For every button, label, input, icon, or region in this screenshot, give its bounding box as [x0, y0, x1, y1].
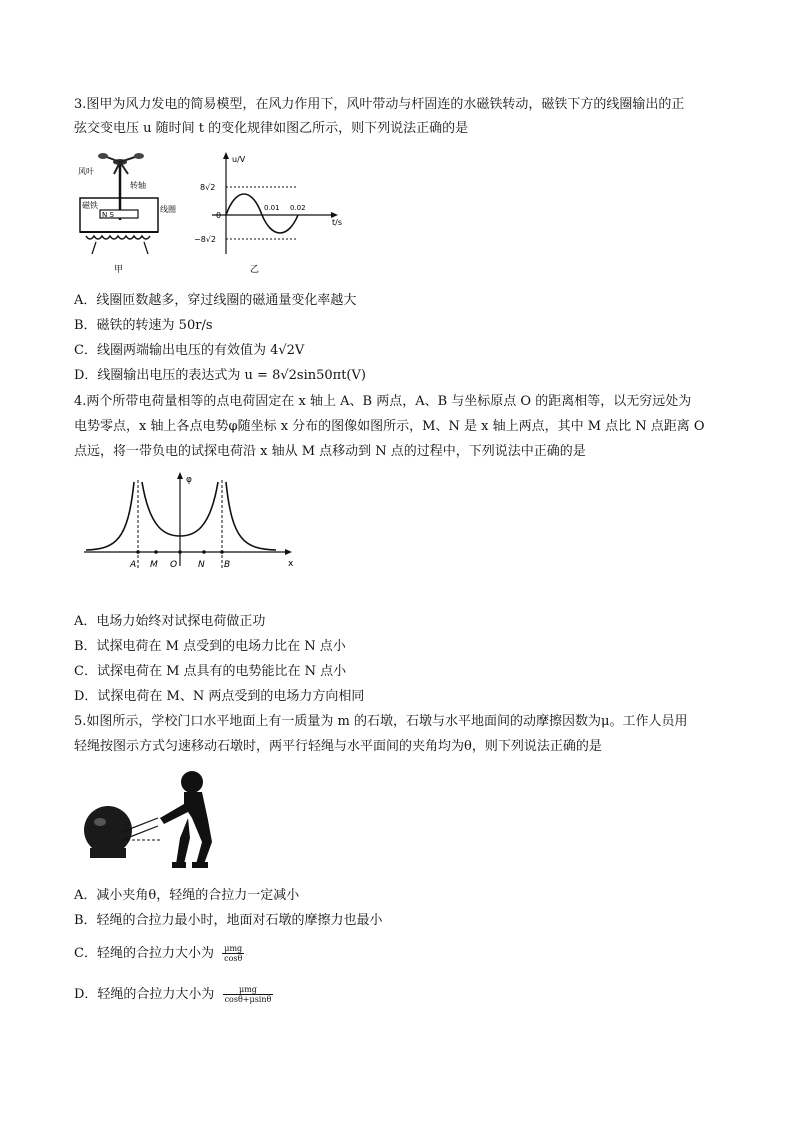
q5-stem-line2: 轻绳按图示方式匀速移动石墩时，两平行轻绳与水平面间的夹角均为θ，则下列说法正确的是 [74, 739, 602, 754]
label-citie: 磁铁 [82, 201, 98, 210]
q3-option-c: C．线圈两端输出电压的有效值为 4√2V [74, 343, 305, 358]
q4-label-b: B [224, 560, 231, 570]
q4-ylabel: φ [186, 475, 192, 485]
q3-option-b: B．磁铁的转速为 50r/s [74, 318, 213, 333]
q4-stem-line1: 4.两个所带电荷量相等的点电荷固定在 x 轴上 A、B 两点，A、B 与坐标原点 O 的距离相等，以无穷远处为 [74, 394, 692, 409]
xtick-end: 0.02 [290, 204, 306, 212]
q3-stem-line2: 弦交变电压 u 随时间 t 的变化规律如图乙所示，则下列说法正确的是 [74, 121, 469, 136]
q5-option-d-fraction [223, 985, 274, 1004]
q5-stem-line1: 5.如图所示，学校门口水平地面上有一质量为 m 的石墩，石墩与水平地面间的动摩擦因数为μ。工作人员用 [74, 714, 688, 729]
caption-jia: 甲 [114, 265, 124, 275]
voltage-time-graph [194, 152, 342, 275]
q4-option-c: C．试探电荷在 M 点具有的电势能比在 N 点小 [74, 664, 347, 679]
q4-label-o: O [170, 560, 178, 570]
q4-potential-graph [76, 470, 306, 580]
q4-option-b: B．试探电荷在 M 点受到的电场力比在 N 点小 [74, 639, 346, 654]
q5-option-c [74, 944, 244, 963]
ytick-bottom: −8√2 [194, 235, 216, 244]
q4-xlabel: x [288, 559, 294, 569]
q3-stem-line1: 3.图甲为风力发电的简易模型，在风力作用下，风叶带动与杆固连的水磁铁转动，磁铁下方的线圈输出的正 [74, 97, 685, 112]
wind-generator-diagram [78, 153, 176, 275]
q5-option-a: A．减小夹角θ，轻绳的合拉力一定减小 [74, 888, 300, 903]
sine-curve [226, 194, 298, 233]
xtick-mid: 0.01 [264, 204, 280, 212]
q4-label-a: A [130, 560, 137, 570]
q4-label-m: M [150, 560, 158, 570]
xlabel-t: t/s [332, 218, 342, 227]
q3-option-d: D．线圈输出电压的表达式为 u = 8√2sin50πt(V) [74, 368, 366, 383]
q5-option-c-text: C．轻绳的合拉力大小为 [74, 946, 214, 961]
q4-stem-line3: 点远，将一带负电的试探电荷沿 x 轴从 M 点移动到 N 点的过程中，下列说法中正确的是 [74, 444, 586, 459]
label-fengye: 风叶 [78, 167, 94, 176]
q4-option-d: D．试探电荷在 M、N 两点受到的电场力方向相同 [74, 689, 365, 704]
q4-stem-line2: 电势零点，x 轴上各点电势φ随坐标 x 分布的图像如图所示，M、N 是 x 轴上两点，其中 M 点比 N 点距离 O [74, 419, 705, 434]
label-ns: N S [102, 211, 114, 219]
q5-option-b: B．轻绳的合拉力最小时，地面对石墩的摩擦力也最小 [74, 913, 383, 928]
q5-option-c-denominator: cosθ [224, 954, 243, 963]
label-zhuanzhou: 转轴 [130, 181, 146, 190]
q4-option-a: A．电场力始终对试探电荷做正功 [74, 614, 266, 629]
ytick-top: 8√2 [200, 183, 216, 192]
ytick-zero: 0 [216, 211, 222, 220]
q5-option-c-numerator: μmg [222, 944, 244, 954]
q4-label-n: N [198, 560, 205, 570]
caption-yi: 乙 [250, 265, 260, 275]
q5-stone-figure [80, 768, 230, 870]
label-xianquan: 线圈 [160, 205, 176, 214]
q5-option-c-fraction [222, 944, 244, 963]
q3-figure [76, 150, 376, 280]
q5-option-d-text: D．轻绳的合拉力大小为 [74, 987, 215, 1002]
ylabel-u: u/V [232, 155, 246, 164]
q5-option-d [74, 985, 273, 1004]
worker-silhouette [160, 771, 212, 868]
q3-option-a: A．线圈匝数越多，穿过线圈的磁通量变化率越大 [74, 293, 357, 308]
q5-option-d-numerator: μmg [223, 985, 274, 995]
stone-ball [84, 806, 132, 854]
q5-option-d-denominator: cosθ+μsinθ [224, 995, 272, 1004]
